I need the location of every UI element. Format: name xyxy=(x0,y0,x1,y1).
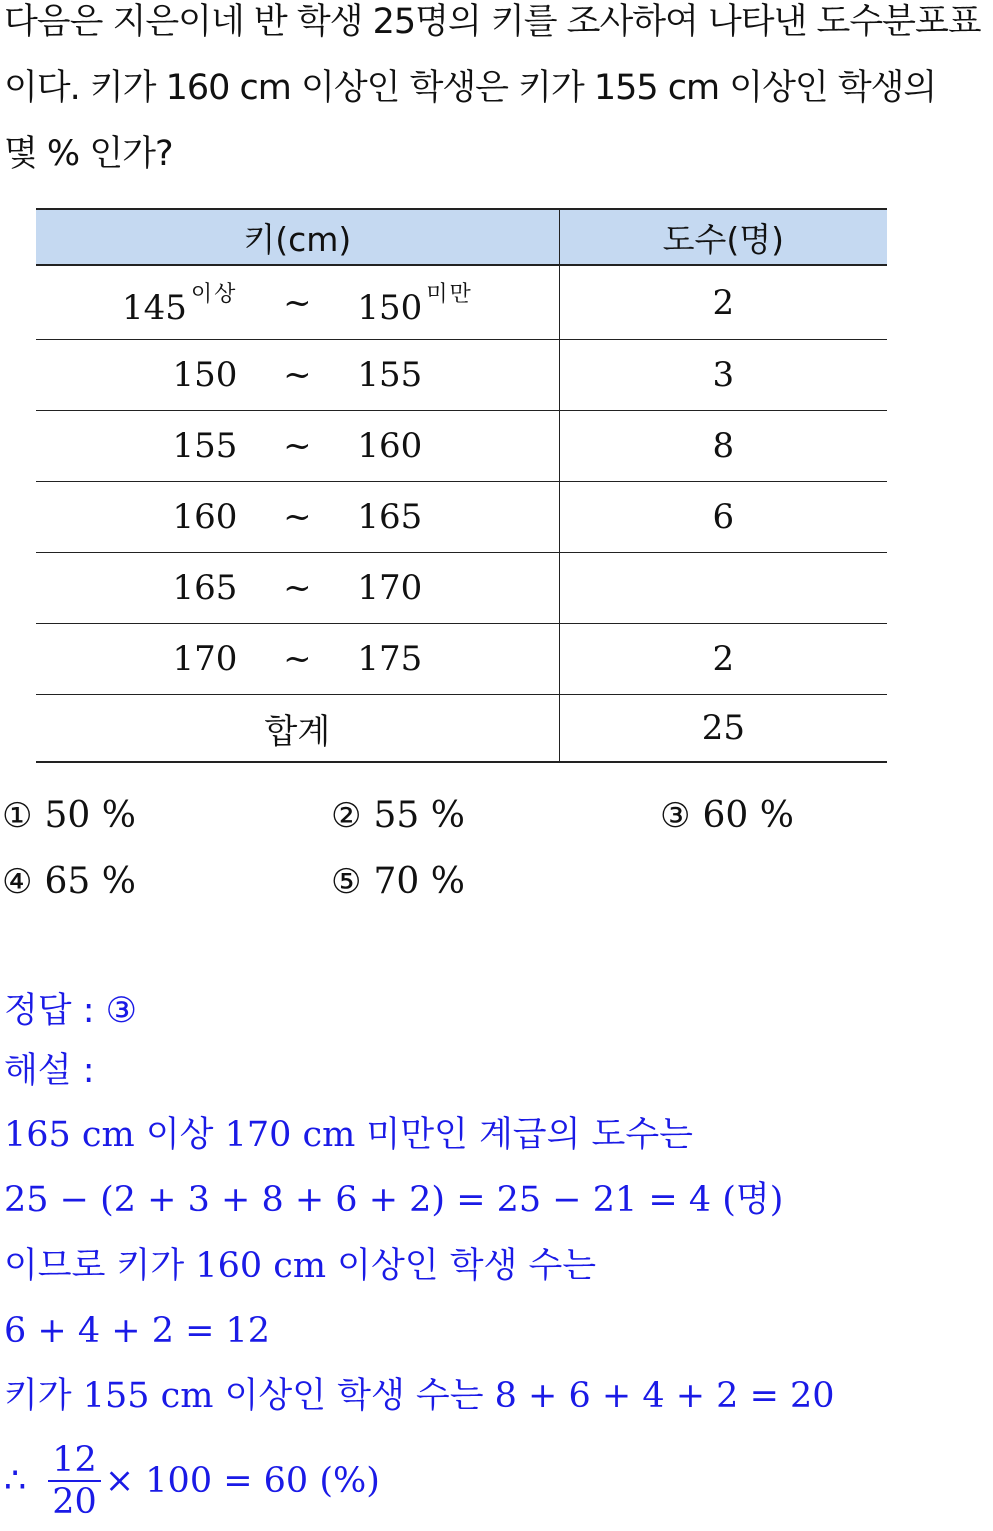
table-total-row xyxy=(36,695,887,763)
range-high: 170 xyxy=(357,568,423,608)
class-range-cell xyxy=(36,411,559,482)
frequency-cell-blank xyxy=(559,553,887,624)
explanation-line-3: 이므로 키가 160 cm 이상인 학생 수는 xyxy=(4,1246,597,1286)
choice-text: 55 % xyxy=(373,795,465,836)
explanation-line-6 xyxy=(4,1440,380,1522)
range-high: 165 xyxy=(357,497,423,537)
range-low: 170 xyxy=(172,639,238,679)
table-row xyxy=(36,265,887,340)
range-tilde: ~ xyxy=(283,426,312,466)
frequency-cell: 3 xyxy=(559,340,887,411)
explanation-line-4: 6 + 4 + 2 = 12 xyxy=(4,1311,271,1351)
choice-2[interactable] xyxy=(331,794,465,838)
table-row xyxy=(36,411,887,482)
range-tilde: ~ xyxy=(283,282,312,323)
choice-text: 70 % xyxy=(373,861,465,902)
frequency-cell: 6 xyxy=(559,482,887,553)
fraction-denominator: 20 xyxy=(52,1482,97,1522)
table-row xyxy=(36,553,887,624)
class-range-cell xyxy=(36,624,559,695)
question-line-3: 몇 % 인가? xyxy=(4,134,173,174)
choice-number: ① xyxy=(2,796,33,836)
choice-number: ④ xyxy=(2,862,33,902)
choice-number: ③ xyxy=(660,796,691,836)
range-tilde: ~ xyxy=(283,639,312,679)
answer-line: 정답 : ③ xyxy=(4,991,138,1031)
range-high: 150 xyxy=(357,288,423,328)
class-range-cell xyxy=(36,265,559,340)
choice-text: 60 % xyxy=(702,795,794,836)
range-high-suffix: 미만 xyxy=(426,282,473,307)
choice-number: ⑤ xyxy=(331,862,362,902)
choice-text: 50 % xyxy=(44,795,136,836)
explanation-line-5: 키가 155 cm 이상인 학생 수는 8 + 6 + 4 + 2 = 20 xyxy=(4,1376,835,1416)
therefore-symbol: ∴ xyxy=(4,1461,27,1501)
frequency-table xyxy=(36,208,887,763)
choice-number: ② xyxy=(331,796,362,836)
table-row xyxy=(36,340,887,411)
class-range-cell xyxy=(36,482,559,553)
table-header-row xyxy=(36,209,887,265)
class-range-cell xyxy=(36,340,559,411)
range-high: 155 xyxy=(357,355,423,395)
total-label: 합계 xyxy=(36,695,559,763)
question-line-1: 다음은 지은이네 반 학생 25명의 키를 조사하여 나타낸 도수분포표 xyxy=(4,2,981,42)
frequency-cell: 8 xyxy=(559,411,887,482)
range-low-suffix: 이상 xyxy=(190,282,238,307)
frequency-cell: 2 xyxy=(559,624,887,695)
range-low: 145 xyxy=(121,288,187,328)
header-frequency: 도수(명) xyxy=(559,209,887,265)
range-tilde: ~ xyxy=(283,355,312,395)
explanation-line-2: 25 − (2 + 3 + 8 + 6 + 2) = 25 − 21 = 4 (명) xyxy=(4,1180,784,1220)
frequency-cell: 2 xyxy=(559,265,887,340)
class-range-cell xyxy=(36,553,559,624)
explanation-line-1: 165 cm 이상 170 cm 미만인 계급의 도수는 xyxy=(4,1115,693,1155)
range-low: 150 xyxy=(172,355,238,395)
table-row xyxy=(36,624,887,695)
fraction xyxy=(48,1440,101,1522)
total-value: 25 xyxy=(559,695,887,763)
range-high: 160 xyxy=(357,426,423,466)
question-line-2: 이다. 키가 160 cm 이상인 학생은 키가 155 cm 이상인 학생의 xyxy=(4,68,937,108)
explanation-label: 해설 : xyxy=(4,1051,95,1091)
fraction-numerator: 12 xyxy=(48,1440,101,1482)
header-height-class: 키(cm) xyxy=(36,209,559,265)
table-row xyxy=(36,482,887,553)
choice-text: 65 % xyxy=(44,861,136,902)
range-low: 155 xyxy=(172,426,238,466)
fraction-rest: × 100 = 60 (%) xyxy=(104,1461,380,1501)
range-high: 175 xyxy=(357,639,423,679)
choice-1[interactable] xyxy=(2,794,136,838)
choice-3[interactable] xyxy=(660,794,794,838)
range-low: 165 xyxy=(172,568,238,608)
range-tilde: ~ xyxy=(283,568,312,608)
range-low: 160 xyxy=(172,497,238,537)
choice-5[interactable] xyxy=(331,860,465,904)
choice-4[interactable] xyxy=(2,860,136,904)
range-tilde: ~ xyxy=(283,497,312,537)
